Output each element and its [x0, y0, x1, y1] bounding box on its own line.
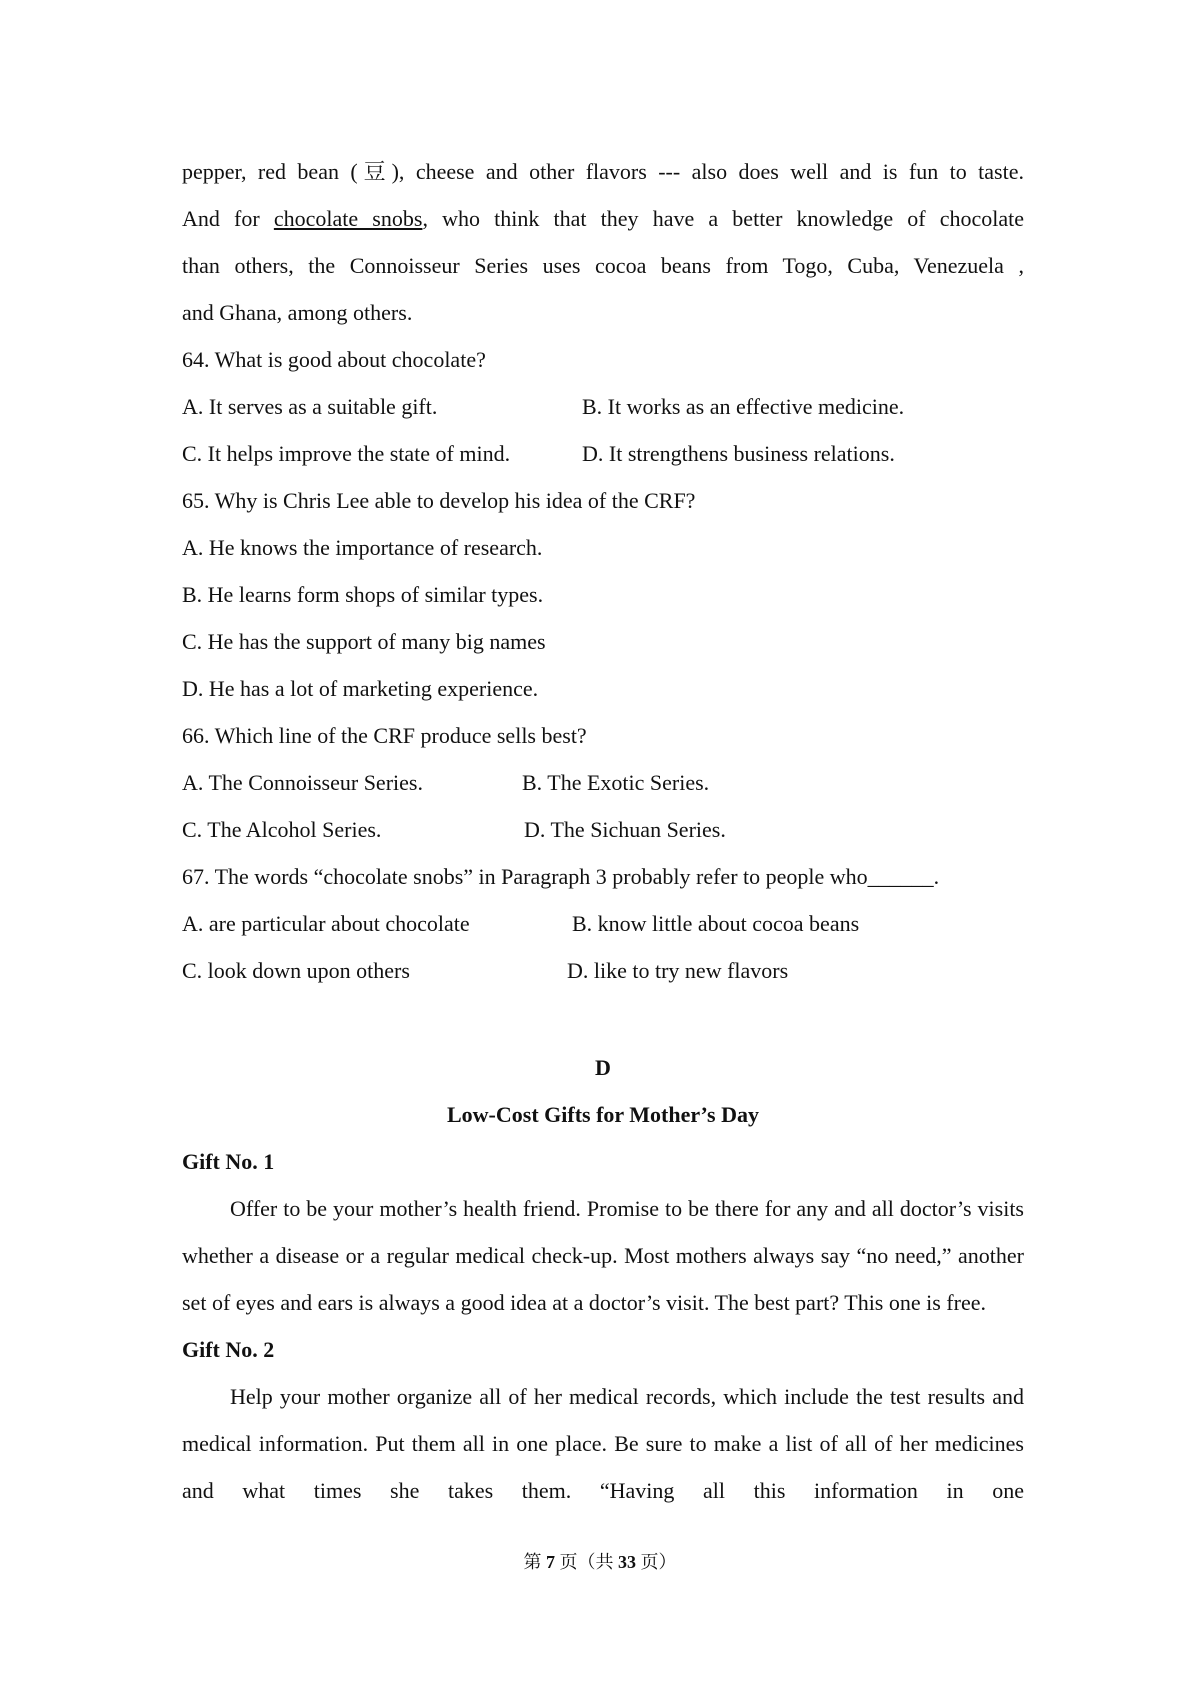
question-stem: 66. Which line of the CRF produce sells best?	[182, 723, 587, 748]
page-number: 7	[546, 1552, 555, 1572]
option-b: B. The Exotic Series.	[522, 770, 710, 795]
paragraph-text: Offer to be your mother’s health friend. Promise to be there for any and all doctor’s visits whether a disease or a regular medical check-up. Most mothers always say “no need,” another set of eyes and ears is always a good idea at a doctor’s visit. The best part? This one is free.	[182, 1196, 1024, 1315]
option-row	[182, 430, 1024, 477]
passage-c-continuation	[182, 148, 1024, 336]
option-d: D. He has a lot of marketing experience.	[182, 676, 539, 701]
option-d: D. like to try new flavors	[567, 958, 789, 983]
question-stem: 64. What is good about chocolate?	[182, 347, 486, 372]
total-pages: 33	[618, 1552, 636, 1572]
option-a: A. are particular about chocolate	[182, 911, 470, 936]
option-c: C. He has the support of many big names	[182, 629, 546, 654]
option-row	[182, 383, 1024, 430]
option-a: A. He knows the importance of research.	[182, 535, 543, 560]
option-b: B. He learns form shops of similar types.	[182, 582, 544, 607]
option-b: B. know little about cocoa beans	[572, 911, 860, 936]
passage-line: pepper, red bean (豆), cheese and other flavors --- also does well and is fun to taste.	[182, 159, 1024, 184]
option-c: C. It helps improve the state of mind.	[182, 441, 511, 466]
option-row	[182, 806, 1024, 853]
page-footer	[0, 1548, 1200, 1574]
question-stem: 65. Why is Chris Lee able to develop his idea of the CRF?	[182, 488, 696, 513]
option-c: C. The Alcohol Series.	[182, 817, 382, 842]
footer-suffix: 页）	[640, 1552, 677, 1572]
option-a: A. The Connoisseur Series.	[182, 770, 423, 795]
underlined-phrase: chocolate snobs	[273, 206, 423, 231]
option-row	[182, 759, 1024, 806]
gift-paragraph	[182, 1185, 1024, 1326]
passage-text: And for	[182, 206, 274, 231]
option-row	[182, 947, 1024, 994]
gift-heading: Gift No. 1	[182, 1149, 275, 1174]
page-content	[182, 148, 1024, 1514]
gift-heading: Gift No. 2	[182, 1337, 275, 1362]
footer-mid: 页（共	[559, 1552, 614, 1572]
passage-text: , who think that they have a better knowledge of chocolate	[422, 206, 1025, 231]
option-a: A. It serves as a suitable gift.	[182, 394, 438, 419]
section-letter: D	[595, 1055, 611, 1080]
footer-prefix: 第	[523, 1552, 542, 1572]
option-d: D. It strengthens business relations.	[582, 441, 895, 466]
passage-line: and Ghana, among others.	[182, 300, 413, 325]
option-b: B. It works as an effective medicine.	[582, 394, 905, 419]
passage-line: than others, the Connoisseur Series uses cocoa beans from Togo, Cuba, Venezuela ,	[182, 253, 1024, 278]
option-d: D. The Sichuan Series.	[524, 817, 726, 842]
option-row	[182, 900, 1024, 947]
section-title: Low-Cost Gifts for Mother’s Day	[446, 1102, 759, 1127]
paragraph-text: Help your mother organize all of her medical records, which include the test results and medical information. Put them all in one place. Be sure to make a list of all of her medicines and what times she takes them. “Having all this information in one	[182, 1384, 1024, 1503]
question-stem: 67. The words “chocolate snobs” in Paragraph 3 probably refer to people who______.	[182, 864, 940, 889]
passage-line	[182, 195, 1024, 242]
option-c: C. look down upon others	[182, 958, 410, 983]
gift-paragraph	[182, 1373, 1024, 1514]
section-gap	[182, 994, 1024, 1044]
